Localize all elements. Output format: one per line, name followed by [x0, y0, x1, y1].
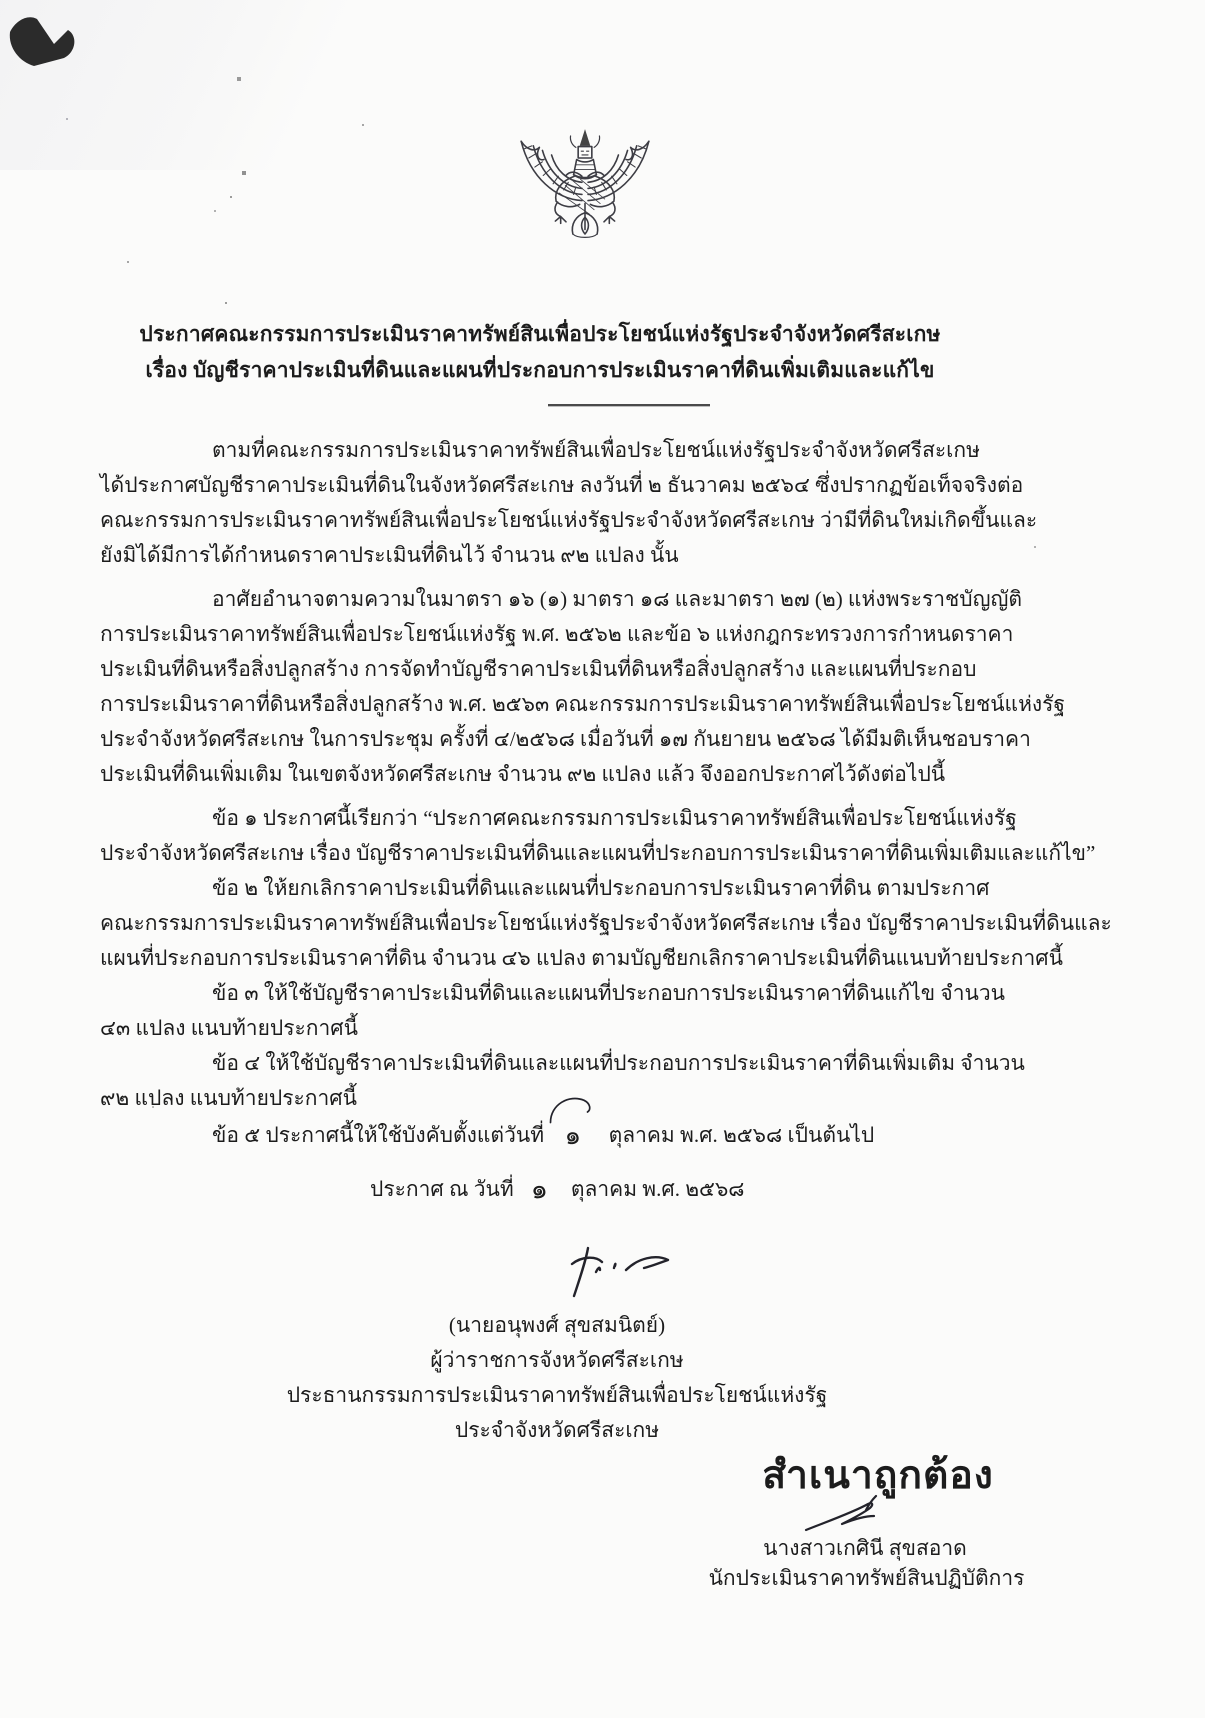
text-line: ข้อ ๔ ให้ใช้บัญชีราคาประเมินที่ดินและแผนที่ประกอบการประเมินราคาที่ดินเพิ่มเติม จำนวน: [212, 1051, 1025, 1075]
signer-title-chairman: ประธานกรรมการประเมินราคาทรัพย์สินเพื่อประโยชน์แห่งรัฐ: [286, 1383, 828, 1407]
text-line: ตามที่คณะกรรมการประเมินราคาทรัพย์สินเพื่อประโยชน์แห่งรัฐประจำจังหวัดศรีสะเกษ: [212, 438, 980, 462]
text-line: การประเมินราคาทรัพย์สินเพื่อประโยชน์แห่งรัฐ พ.ศ. ๒๕๖๒ และข้อ ๖ แห่งกฎกระทรวงการกำหนดราคา: [100, 622, 1014, 646]
signer-block: [200, 1308, 914, 1448]
document-header: [0, 112, 1187, 280]
clause-5-text-cont: ตุลาคม พ.ศ. ๒๕๖๘ เป็นต้นไป: [608, 1123, 875, 1147]
text-line: ประจำจังหวัดศรีสะเกษ ในการประชุม ครั้งที่ ๔/๒๕๖๘ เมื่อวันที่ ๑๗ กันยายน ๒๕๖๘ ได้มีมติเห็นชอบราคา: [100, 727, 1031, 751]
issuance-suffix: ตุลาคม พ.ศ. ๒๕๖๘: [570, 1177, 745, 1201]
issuance-prefix: ประกาศ ณ วันที่: [370, 1177, 514, 1201]
clause-5-text: ข้อ ๕ ประกาศนี้ให้ใช้บังคับตั้งแต่วันที่: [212, 1123, 545, 1147]
text-line: ประเมินที่ดินหรือสิ่งปลูกสร้าง การจัดทำบัญชีราคาประเมินที่ดินหรือสิ่งปลูกสร้าง และแผนที่ประกอบ: [100, 657, 977, 681]
text-line: ข้อ ๒ ให้ยกเลิกราคาประเมินที่ดินและแผนที่ประกอบการประเมินราคาที่ดิน ตามประกาศ: [212, 876, 990, 900]
handwritten-arc-mark: [543, 1089, 598, 1125]
signer-title-governor: ผู้ว่าราชการจังหวัดศรีสะเกษ: [430, 1348, 684, 1372]
certifier-title: นักประเมินราคาทรัพย์สินปฏิบัติการ: [708, 1566, 1025, 1590]
clause-4: [100, 1046, 1134, 1116]
scan-ink-artifact-corner: [6, 6, 96, 78]
text-line: ได้ประกาศบัญชีราคาประเมินที่ดินในจังหวัดศรีสะเกษ ลงวันที่ ๒ ธันวาคม ๒๕๖๔ ซึ่งปรากฏข้อเท็จจริงต่อ: [100, 473, 1024, 497]
text-line: คณะกรรมการประเมินราคาทรัพย์สินเพื่อประโยชน์แห่งรัฐประจำจังหวัดศรีสะเกษ ว่ามีที่ดินใหม่เกิดขึ้นและ: [100, 508, 1038, 532]
handwritten-effective-day: ๑: [562, 1117, 583, 1154]
text-line: ๙๒ แปลง แนบท้ายประกาศนี้: [100, 1086, 357, 1110]
signer-title-province: ประจำจังหวัดศรีสะเกษ: [454, 1418, 660, 1442]
certified-copy-stamp: สำเนาถูกต้อง: [762, 1454, 994, 1497]
text-line: ยังมิได้มีการได้กำหนดราคาประเมินที่ดินไว้ จำนวน ๙๒ แปลง นั้น: [100, 543, 679, 567]
text-line: การประเมินราคาที่ดินหรือสิ่งปลูกสร้าง พ.ศ. ๒๕๖๓ คณะกรรมการประเมินราคาทรัพย์สินเพื่อประโยชน์แห่งรัฐ: [100, 692, 1066, 716]
authority-paragraph: [100, 582, 1134, 792]
text-line: อาศัยอำนาจตามความในมาตรา ๑๖ (๑) มาตรา ๑๘ และมาตรา ๒๗ (๒) แห่งพระราชบัญญัติ: [212, 587, 1023, 611]
announcement-body: [100, 433, 1134, 1207]
text-line: แผนที่ประกอบการประเมินราคาที่ดิน จำนวน ๔๖ แปลง ตามบัญชียกเลิกราคาประเมินที่ดินแนบท้ายประกาศนี้: [100, 946, 1063, 970]
text-line: ข้อ ๑ ประกาศนี้เรียกว่า “ประกาศคณะกรรมการประเมินราคาทรัพย์สินเพื่อประโยชน์แห่งรัฐ: [212, 806, 1017, 830]
clause-5: [100, 1116, 1134, 1153]
text-line: คณะกรรมการประเมินราคาทรัพย์สินเพื่อประโยชน์แห่งรัฐประจำจังหวัดศรีสะเกษ เรื่อง บัญชีราคาประเมินที่ดินและ: [100, 911, 1112, 935]
announcement-title-line1: ประกาศคณะกรรมการประเมินราคาทรัพย์สินเพื่อประโยชน์แห่งรัฐประจำจังหวัดศรีสะเกษ: [139, 322, 941, 346]
announcement-title-line2: เรื่อง บัญชีราคาประเมินที่ดินและแผนที่ประกอบการประเมินราคาที่ดินเพิ่มเติมและแก้ไข: [145, 358, 935, 382]
intro-paragraph: [100, 433, 1134, 573]
clause-2: [100, 871, 1134, 976]
garuda-emblem-icon: [509, 112, 661, 280]
handwritten-issuance-day: ๑: [527, 1172, 550, 1206]
scan-speckles: [0, 0, 2, 2]
title-divider-rule: [548, 404, 710, 407]
clause-3: [100, 976, 1134, 1046]
signer-name: (นายอนุพงศ์ สุขสมนิตย์): [448, 1313, 666, 1337]
issuance-date-line: [100, 1170, 1134, 1207]
text-line: ๔๓ แปลง แนบท้ายประกาศนี้: [100, 1016, 358, 1040]
clause-1: [100, 801, 1134, 871]
certifier-name: นางสาวเกศินี สุขสอาด: [763, 1536, 967, 1560]
text-line: ประเมินที่ดินเพิ่มเติม ในเขตจังหวัดศรีสะเกษ จำนวน ๙๒ แปลง แล้ว จึงออกประกาศไว้ดังต่อไปนี้: [100, 762, 946, 786]
governor-signature-icon: [552, 1238, 692, 1310]
text-line: ประจำจังหวัดศรีสะเกษ เรื่อง บัญชีราคาประเมินที่ดินและแผนที่ประกอบการประเมินราคาที่ดินเพิ่มเติมและแก้ไข”: [100, 841, 1096, 865]
text-line: ข้อ ๓ ให้ใช้บัญชีราคาประเมินที่ดินและแผนที่ประกอบการประเมินราคาที่ดินแก้ไข จำนวน: [212, 981, 1005, 1005]
